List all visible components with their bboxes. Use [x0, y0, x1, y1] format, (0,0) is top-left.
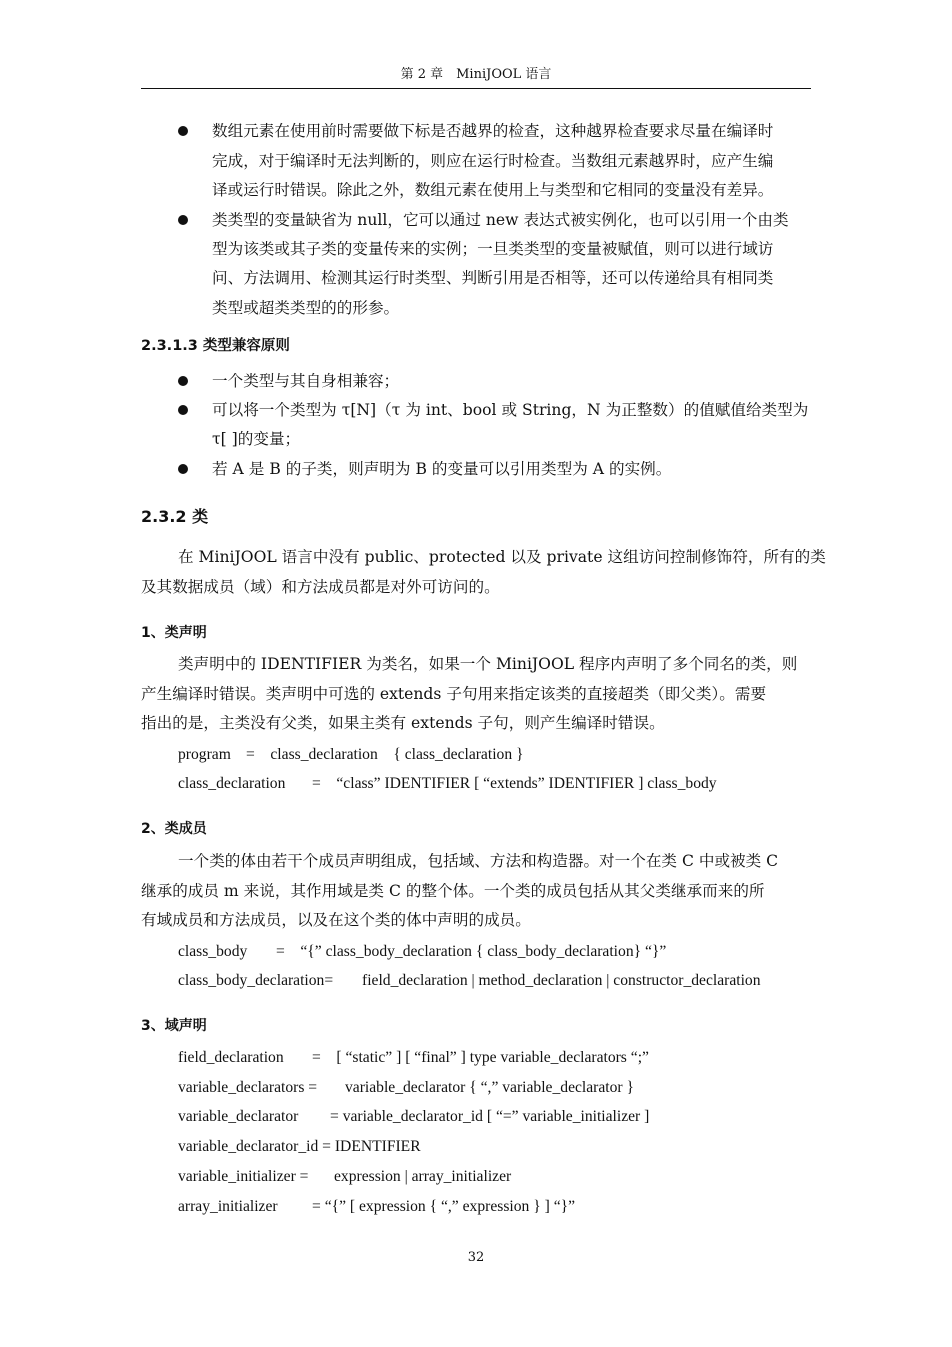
para-members-line3: 有域成员和方法成员，以及在这个类的体中声明的成员。	[141, 911, 531, 929]
grammar-rhs: variable_declarator { “,” variable_declarator }	[345, 1079, 634, 1096]
heading-2313: 2.3.1.3 类型兼容原则	[141, 338, 290, 354]
grammar-lhs: field_declaration	[178, 1049, 284, 1066]
grammar-rhs: = “{” [ expression { “,” expression } ] “}”	[312, 1198, 576, 1215]
header-rule	[141, 88, 811, 89]
para-232-line1: 在 MiniJOOL 语言中没有 public、protected 以及 private 这组访问控制修饰符，所有的类	[178, 548, 826, 566]
grammar-rhs: = [ “static” ] [ “final” ] type variable_declarators “;”	[312, 1049, 649, 1066]
grammar-lhs: variable_initializer =	[178, 1168, 309, 1185]
bullet-a2-line3: 问、方法调用、检测其运行时类型、判断引用是否相等，还可以传递给具有相同类	[212, 269, 774, 287]
heading-class-declaration: 1、类声明	[141, 625, 207, 641]
grammar-rhs: = “class” IDENTIFIER [ “extends” IDENTIFIER ] class_body	[312, 775, 717, 792]
grammar-rhs: = variable_declarator_id [ “=” variable_initializer ]	[330, 1108, 650, 1125]
grammar-lhs: class_body	[178, 943, 248, 960]
grammar-rhs: expression | array_initializer	[334, 1168, 512, 1185]
grammar-lhs: variable_declarators =	[178, 1079, 318, 1096]
para-members-line2: 继承的成员 m 来说，其作用域是类 C 的整个体。一个类的成员包括从其父类继承而来的所	[141, 882, 765, 900]
grammar-rhs: = “{” class_body_declaration { class_body_declaration} “}”	[276, 943, 667, 960]
compat-bullet-2-line1: 可以将一个类型为 τ[N]（τ 为 int、bool 或 String，N 为正整数）的值赋值给类型为	[212, 401, 809, 419]
bullet-a1-line3: 译或运行时错误。除此之外，数组元素在使用上与类型和它相同的变量没有差异。	[212, 181, 774, 199]
grammar-lhs: array_initializer	[178, 1198, 278, 1215]
para-232-line2: 及其数据成员（域）和方法成员都是对外可访问的。	[141, 578, 500, 596]
grammar-lhs: variable_declarator_id = IDENTIFIER	[178, 1138, 421, 1155]
grammar-lhs: variable_declarator	[178, 1108, 299, 1125]
compat-bullet-2-line2: τ[ ]的变量；	[212, 430, 301, 448]
bullet-a2-line1: 类类型的变量缺省为 null，它可以通过 new 表达式被实例化，也可以引用一个由类	[212, 211, 789, 229]
bullet-a2-line2: 型为该类或其子类的变量传来的实例；一旦类类型的变量被赋值，则可以进行域访	[212, 240, 774, 258]
heading-class-members: 2、类成员	[141, 821, 207, 837]
bullet-dot	[178, 126, 188, 136]
grammar-lhs: program	[178, 746, 231, 763]
para-class-decl-line2: 产生编译时错误。类声明中可选的 extends 子句用来指定该类的直接超类（即父类）。需要	[141, 685, 767, 703]
grammar-lhs: class_body_declaration=	[178, 972, 334, 989]
bullet-a1-line1: 数组元素在使用前时需要做下标是否越界的检查，这种越界检查要求尽量在编译时	[212, 122, 774, 140]
heading-232: 2.3.2 类	[141, 507, 209, 526]
para-members-line1: 一个类的体由若干个成员声明组成，包括域、方法和构造器。对一个在类 C 中或被类 C	[178, 852, 779, 870]
bullet-dot	[178, 405, 188, 415]
bullet-a1-line2: 完成，对于编译时无法判断的，则应在运行时检查。当数组元素越界时，应产生编	[212, 152, 774, 170]
para-class-decl-line1: 类声明中的 IDENTIFIER 为类名，如果一个 MiniJOOL 程序内声明了多个同名的类，则	[178, 655, 798, 673]
bullet-dot	[178, 215, 188, 225]
grammar-rhs: = class_declaration { class_declaration }	[246, 746, 524, 763]
grammar-rhs: field_declaration | method_declaration | constructor_declaration	[362, 972, 761, 989]
grammar-lhs: class_declaration	[178, 775, 286, 792]
page-number: 32	[467, 1250, 485, 1265]
running-header: 第 2 章 MiniJOOL 语言	[400, 67, 552, 82]
bullet-dot	[178, 464, 188, 474]
bullet-a2-line4: 类型或超类类型的的形参。	[212, 299, 400, 317]
heading-field-declaration: 3、域声明	[141, 1018, 207, 1034]
para-class-decl-line3: 指出的是，主类没有父类，如果主类有 extends 子句，则产生编译时错误。	[141, 714, 665, 732]
compat-bullet-1: 一个类型与其自身相兼容；	[212, 372, 400, 390]
compat-bullet-3: 若 A 是 B 的子类，则声明为 B 的变量可以引用类型为 A 的实例。	[212, 460, 672, 478]
bullet-dot	[178, 376, 188, 386]
